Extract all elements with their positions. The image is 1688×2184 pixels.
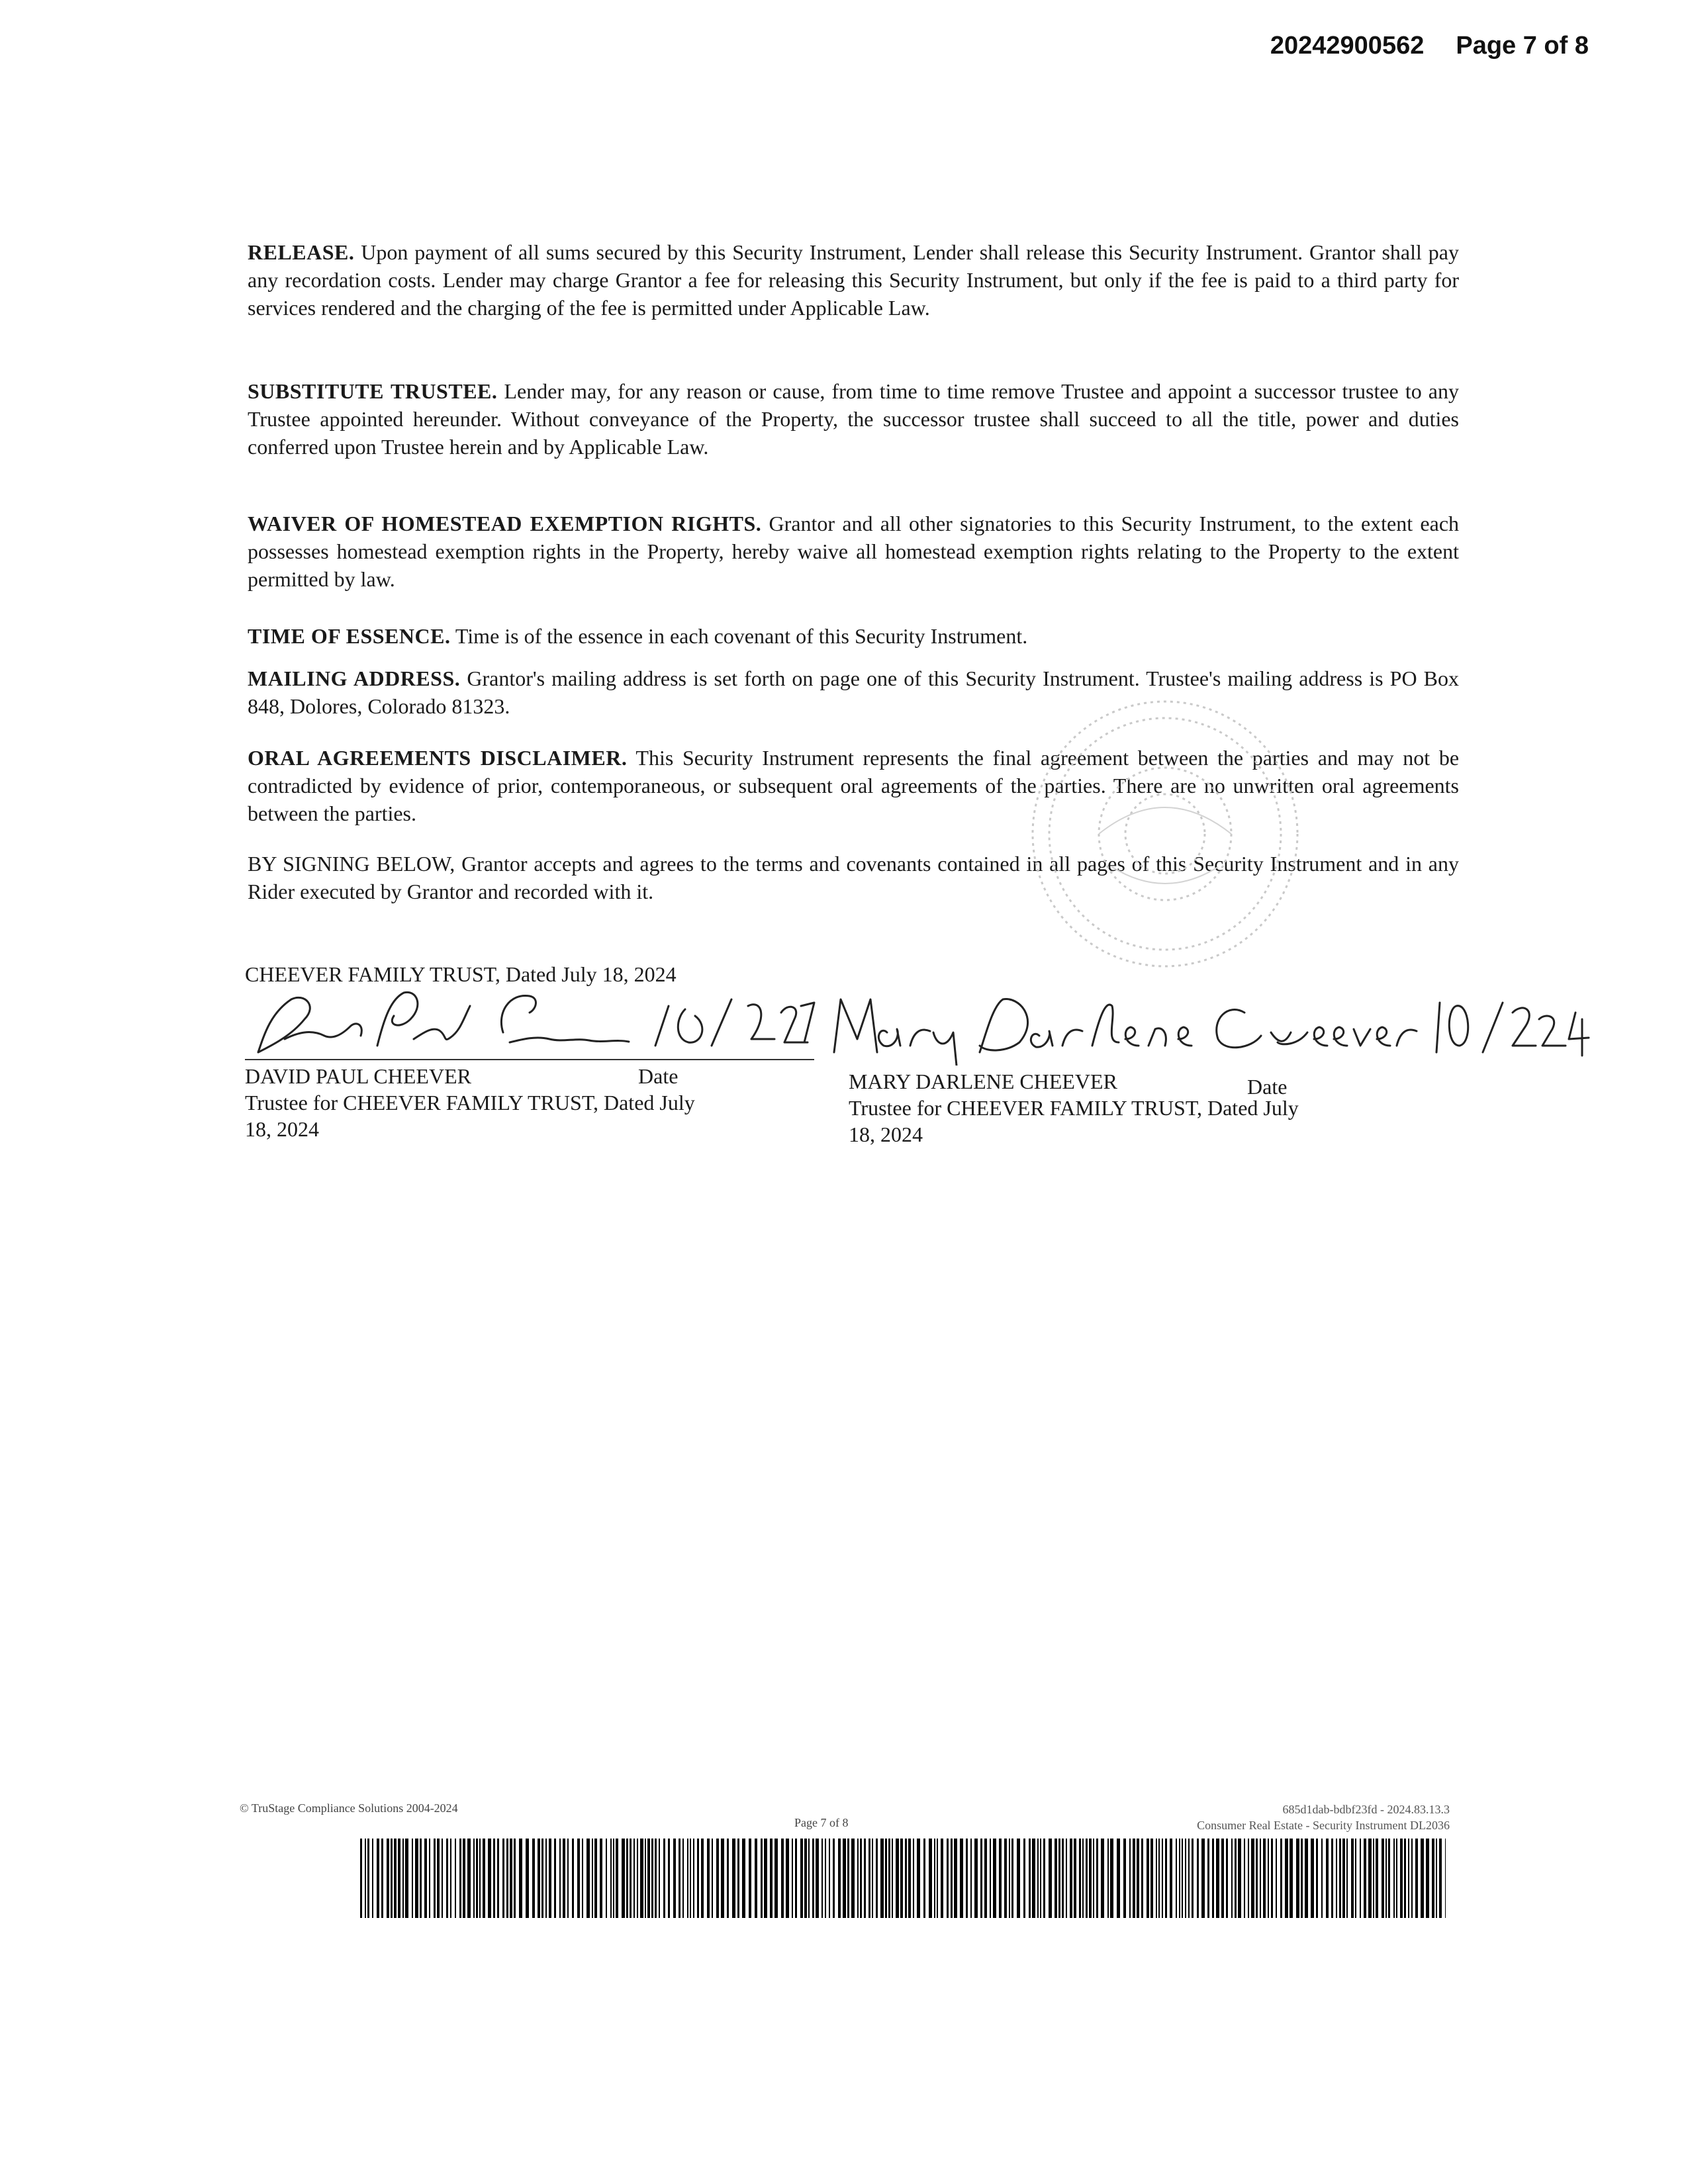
footer-page-number: Page 7 of 8 [794,1816,849,1829]
section-text: Lender may, for any reason or cause, from time to time remove Trustee and appoint a successor trustee to any Trustee appointed hereunder. Without conveyance of the Property, the successor trustee shall succeed to all the title, power and duties conferred upon Trustee herein and by Applicable Law. [248,379,1460,459]
footer-form-name: Consumer Real Estate - Security Instrument DL2036 [1197,1819,1450,1832]
signature-mary-icon [821,979,1609,1066]
section-heading: MAILING ADDRESS. [248,666,461,690]
barcode-icon [360,1839,1446,1918]
section-heading: WAIVER OF HOMESTEAD EXEMPTION RIGHTS. [248,512,762,535]
section-text: Grantor and all other signatories to this Security Instrument, to the extent each possesses homestead exemption rights in the Property, hereby waive all homestead exemption rights relating to the Property to the extent permitted by law. [248,512,1460,591]
embossed-seal-icon [1013,682,1317,986]
section-waiver-homestead [248,510,1459,593]
signer-block-david [245,1063,827,1142]
signer-title-date: 18, 2024 [849,1122,923,1146]
document-header [993,32,1589,60]
section-text: This Security Instrument represents the final agreement between the parties and may not be contradicted by evidence of prior, contemporaneous, or subsequent oral agreements of the parties. There are no unwritten oral agreements between the parties. [248,746,1460,825]
footer-form-info [1197,1801,1450,1833]
signer-title: Trustee for CHEEVER FAMILY TRUST, Dated July [849,1096,1299,1120]
section-substitute-trustee [248,377,1459,461]
footer-copyright: © TruStage Compliance Solutions 2004-2024 [240,1801,458,1815]
section-text: BY SIGNING BELOW, Grantor accepts and agrees to the terms and covenants contained in all pages of this Security Instrument and in any Rider executed by Grantor and recorded with it. [248,852,1459,903]
section-heading: SUBSTITUTE TRUSTEE. [248,379,498,403]
section-text: Grantor's mailing address is set forth on page one of this Security Instrument. Trustee's mailing address is PO Box 848, Dolores, Colorado 81323. [248,666,1460,718]
signer-block-mary [849,1068,1444,1148]
section-heading: TIME OF ESSENCE. [248,624,451,648]
page-indicator: Page 7 of 8 [1456,32,1589,60]
section-heading: RELEASE. [248,240,355,264]
signer-name: MARY DARLENE CHEEVER [849,1069,1117,1093]
signer-title: Trustee for CHEEVER FAMILY TRUST, Dated July [245,1091,695,1115]
footer-doc-id: 685d1dab-bdbf23fd - 2024.83.13.3 [1282,1803,1450,1816]
date-label: Date [1247,1075,1288,1099]
date-label: Date [638,1064,679,1088]
section-text: Time is of the essence in each covenant of this Security Instrument. [455,624,1028,648]
signature-david-icon [245,979,821,1059]
section-release [248,238,1459,322]
signer-name: DAVID PAUL CHEEVER [245,1064,471,1088]
signature-line [245,1059,814,1060]
trust-name-line: CHEEVER FAMILY TRUST, Dated July 18, 2024 [245,962,677,986]
document-number: 20242900562 [1270,32,1425,60]
section-text: Upon payment of all sums secured by this Security Instrument, Lender shall release this Security Instrument. Grantor shall pay any recordation costs. Lender may charge Grantor a fee for releasing this Security Instrument, but only if the fee is paid to a third party for services rendered and the charging of the fee is permitted under Applicable Law. [248,240,1460,320]
signer-title-date: 18, 2024 [245,1117,319,1141]
section-time-of-essence [248,622,1459,650]
section-heading: ORAL AGREEMENTS DISCLAIMER. [248,746,628,770]
